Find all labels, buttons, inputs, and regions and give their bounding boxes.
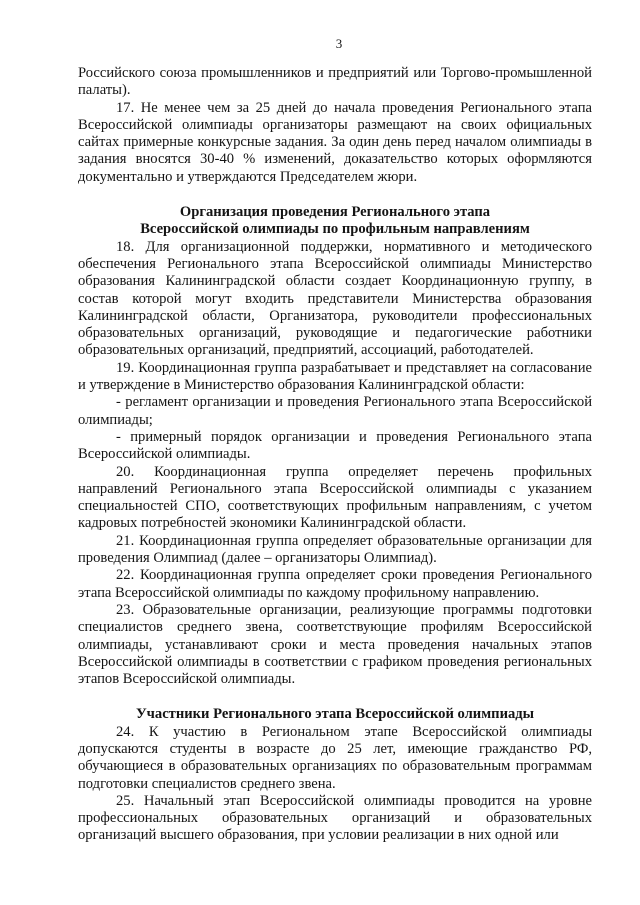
paragraph-23: 23. Образовательные организации, реализующие программы подготовки специалистов среднего звена, соответствующие профилям Всероссийской олимпиады, устанавливают сроки и места проведения начальных этапов Всероссийской олимпиады в соответствии с графиком проведения региональных этапов Всероссийской олимпиады. <box>78 601 592 688</box>
paragraph-18: 18. Для организационной поддержки, нормативного и методического обеспечения Регионального этапа Всероссийской олимпиады Министерство образования Калининградской области создает Координационную группу, в состав которой могут входить представители Министерства образования Калининградской области, Организатора, руководители профессиональных образовательных организаций, руководящие и педагогические работники образовательных организаций, предприятий, ассоциаций, работодателей. <box>78 238 592 359</box>
paragraph-19: 19. Координационная группа разрабатывает и представляет на согласование и утверждение в Министерство образования Калининградской области: <box>78 359 592 394</box>
heading-line: Организация проведения Регионального этапа <box>179 204 491 221</box>
section-heading-organization <box>78 204 592 239</box>
paragraph-20: 20. Координационная группа определяет перечень профильных направлений Регионального этапа Всероссийской олимпиады с указанием специальностей СПО, соответствующих профильным направлениям, с учетом кадровых потребностей экономики Калининградской области. <box>78 463 592 532</box>
paragraph-17: 17. Не менее чем за 25 дней до начала проведения Регионального этапа Всероссийской олимпиады организаторы размещают на своих официальных сайтах примерные конкурсные задания. За один день перед началом олимпиады в задания вносятся 30-40 % изменений, доказательство которых оформляются документально и утверждаются Председателем жюри. <box>78 99 592 185</box>
paragraph-22: 22. Координационная группа определяет сроки проведения Регионального этапа Всероссийской олимпиады по каждому профильному направлению. <box>78 567 592 601</box>
paragraph-24: 24. К участию в Региональном этапе Всероссийской олимпиады допускаются студенты в возрасте до 25 лет, имеющие гражданство РФ, обучающиеся в образовательных организациях по образовательным программам подготовки специалистов среднего звена. <box>78 723 592 792</box>
heading-line: Всероссийской олимпиады по профильным направлениям <box>140 221 530 238</box>
page-number: 3 <box>335 36 343 51</box>
paragraph-continuation: Российского союза промышленников и предприятий или Торгово-промышленной палаты). <box>78 65 592 99</box>
paragraph-21: 21. Координационная группа определяет образовательные организации для проведения Олимпиад (далее – организаторы Олимпиад). <box>78 532 592 567</box>
section-heading-participants <box>78 706 592 723</box>
list-item-reglament: - регламент организации и проведения Регионального этапа Всероссийской олимпиады; <box>78 394 592 428</box>
list-item-poryadok: - примерный порядок организации и проведения Регионального этапа Всероссийской олимпиады. <box>78 428 592 463</box>
heading-line: Участники Регионального этапа Всероссийской олимпиады <box>135 706 535 723</box>
paragraph-25: 25. Начальный этап Всероссийской олимпиады проводится на уровне профессиональных образовательных организаций и образовательных организаций высшего образования, при условии реализации в них одной или <box>78 792 592 844</box>
